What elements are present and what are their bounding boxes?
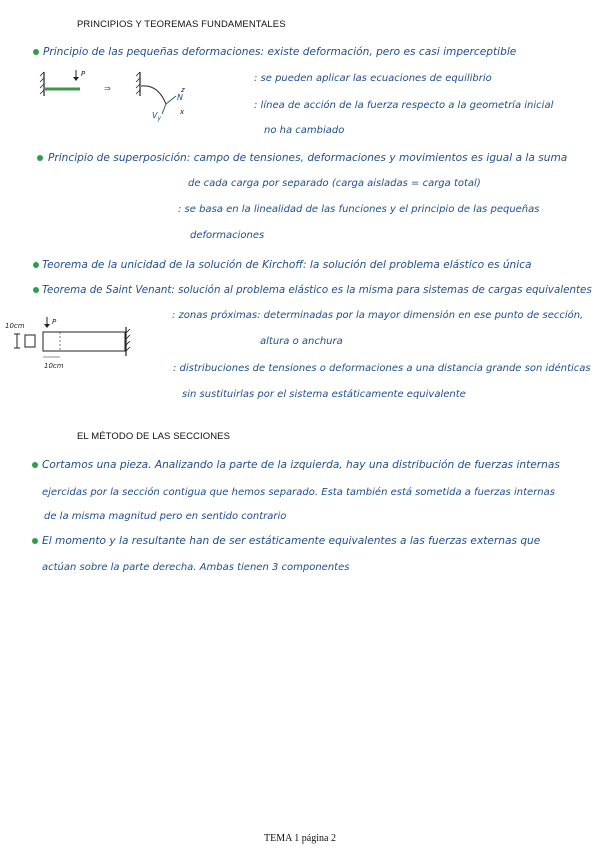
note-line: El momento y la resultante han de ser estáticamente equivalentes a las fuerzas externas que [42, 535, 541, 547]
axis-label-z: z [181, 86, 185, 94]
note-line: ejercidas por la sección contigua que hemos separado. Esta también está sometida a fuerzas internas [42, 487, 555, 498]
dimension-label-width: 10cm [44, 362, 64, 370]
axis-label-x: x [180, 108, 185, 116]
bullet [33, 262, 39, 268]
note-line: Teorema de Saint Venant: solución al problema elástico es la misma para sistemas de cargas equivalentes [42, 284, 592, 296]
page-footer: TEMA 1 página 2 [264, 833, 336, 844]
note-line: Cortamos una pieza. Analizando la parte de la izquierda, hay una distribución de fuerzas internas [42, 459, 560, 471]
dimension-label-height: 10cm [5, 322, 25, 330]
note-line: actúan sobre la parte derecha. Ambas tienen 3 componentes [42, 562, 350, 573]
note-line: : línea de acción de la fuerza respecto a la geometría inicial [254, 100, 554, 111]
section-heading-principios: PRINCIPIOS Y TEOREMAS FUNDAMENTALES [77, 19, 286, 30]
cantilever-deformation-diagram [40, 66, 240, 126]
bullet [33, 287, 39, 293]
note-line: no ha cambiado [264, 125, 345, 136]
bullet [32, 462, 38, 468]
note-line: de la misma magnitud pero en sentido contrario [44, 511, 287, 522]
shear-label-vy: $V_y$ [152, 111, 162, 122]
section-heading-metodo: EL MÉTODO DE LAS SECCIONES [77, 431, 231, 442]
saint-venant-beam-diagram [5, 315, 140, 375]
implies-arrow: ⇒ [104, 84, 111, 93]
note-line: : distribuciones de tensiones o deformaciones a una distancia grande son idénticas [173, 363, 591, 374]
note-line: Principio de superposición: campo de tensiones, deformaciones y movimientos es igual a la suma [48, 152, 568, 164]
note-line: : se basa en la linealidad de las funciones y el principio de las pequeñas [178, 204, 540, 215]
note-line: sin sustituirlas por el sistema estáticamente equivalente [182, 389, 466, 400]
bullet [32, 538, 38, 544]
note-line: Teorema de la unicidad de la solución de Kirchoff: la solución del problema elástico es única [42, 259, 532, 271]
normal-label-n: N [177, 93, 183, 102]
note-line: Principio de las pequeñas deformaciones: existe deformación, pero es casi imperceptible [43, 46, 517, 58]
note-line: altura o anchura [260, 336, 343, 347]
bullet [37, 155, 43, 161]
load-label-p: P [52, 318, 57, 326]
note-line: : se pueden aplicar las ecuaciones de equilibrio [254, 73, 492, 84]
note-line: de cada carga por separado (carga aisladas = carga total) [188, 178, 481, 189]
note-line: : zonas próximas: determinadas por la mayor dimensión en ese punto de sección, [172, 310, 584, 321]
load-label-p: P [81, 70, 86, 78]
note-line: deformaciones [190, 230, 265, 241]
bullet [33, 49, 39, 55]
